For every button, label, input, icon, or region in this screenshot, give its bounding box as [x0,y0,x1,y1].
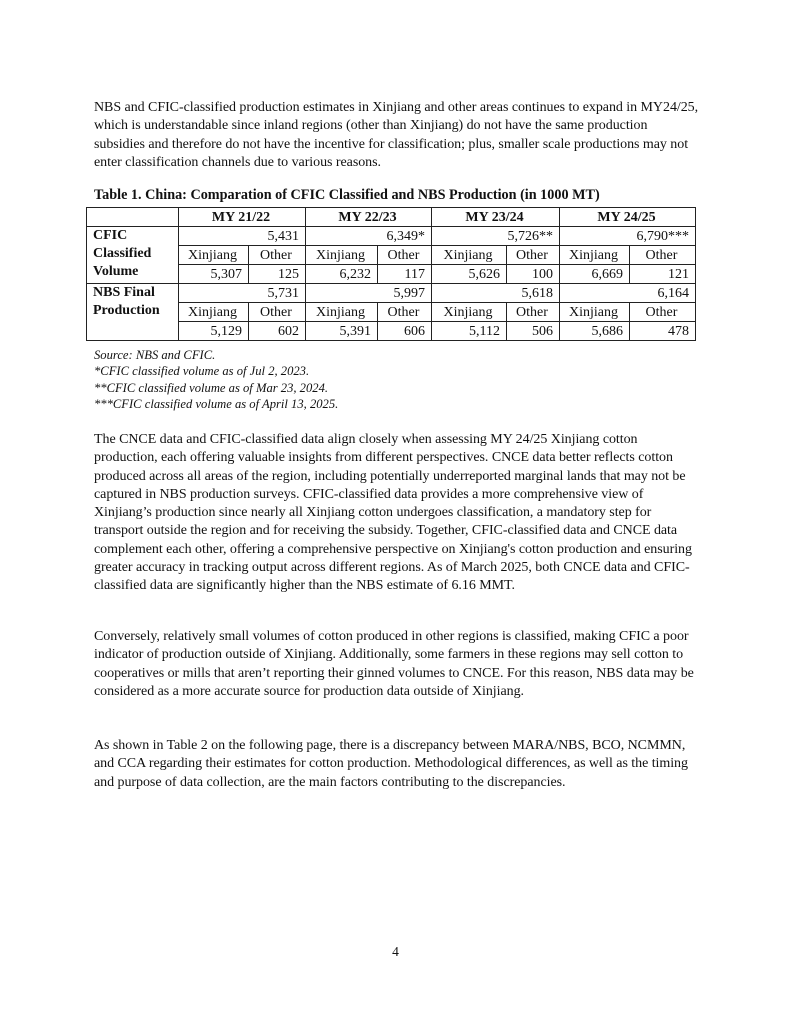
row-label-line: Production [93,303,160,318]
other-label: Other [507,246,560,265]
year-header: MY 21/22 [179,208,306,227]
cfic-sublabel-row [87,246,696,265]
xinjiang-label: Xinjiang [179,303,249,322]
nbs-total-cell: 6,164 [560,284,696,303]
table-header-row [87,208,696,227]
xinjiang-label: Xinjiang [560,303,630,322]
cfic-xinjiang-value: 6,232 [306,265,378,284]
year-header: MY 22/23 [306,208,432,227]
cfic-xinjiang-value: 5,626 [432,265,507,284]
page-number: 4 [392,944,399,959]
nbs-row-label [87,284,179,341]
cfic-total-cell: 5,431 [179,227,306,246]
cfic-other-value: 117 [378,265,432,284]
table-title: Table 1. China: Comparation of CFIC Classified and NBS Production (in 1000 MT) [94,187,600,203]
nbs-total-cell: 5,618 [432,284,560,303]
nbs-xinjiang-value: 5,686 [560,322,630,341]
conversely-paragraph: Conversely, relatively small volumes of cotton produced in other regions is classified, making CFIC a poor indicator of production outside of Xinjiang. Additionally, some farmers in these regions may sell cotton to cooperatives or mills that aren’t reporting their ginned volumes to CNCE. For this reason, NBS data may be considered as a more accurate source for production data outside of Xinjiang. [94,629,694,699]
nbs-sublabel-row [87,303,696,322]
other-label: Other [507,303,560,322]
cfic-xinjiang-value: 6,669 [560,265,630,284]
nbs-xinjiang-value: 5,129 [179,322,249,341]
cfic-xinjiang-value: 5,307 [179,265,249,284]
nbs-other-value: 606 [378,322,432,341]
other-label: Other [249,246,306,265]
cfic-other-value: 121 [630,265,696,284]
footnote: **CFIC classified volume as of Mar 23, 2024. [94,380,329,395]
xinjiang-label: Xinjiang [179,246,249,265]
table-corner-cell [87,208,179,227]
xinjiang-label: Xinjiang [432,246,507,265]
intro-paragraph: NBS and CFIC-classified production estimates in Xinjiang and other areas continues to expand in MY24/25, which is understandable since inland regions (other than Xinjiang) do not have the same production subsidies and therefore do not have the incentive for classification; plus, smaller scale productions may not enter classification channels due to various reasons. [94,100,699,170]
footnote: ***CFIC classified volume as of April 13, 2025. [94,396,339,411]
table2-paragraph: As shown in Table 2 on the following page, there is a discrepancy between MARA/NBS, BCO, NCMMN, and CCA regarding their estimates for cotton production. Methodological differences, as well as the timing and purpose of data collection, are the main factors contributing to the discrepancies. [94,738,688,790]
xinjiang-label: Xinjiang [432,303,507,322]
nbs-total-row [87,284,696,303]
table-notes [94,347,338,412]
cfic-total-row [87,227,696,246]
nbs-other-value: 602 [249,322,306,341]
cfic-total-cell: 5,726** [432,227,560,246]
other-label: Other [630,303,696,322]
row-label-line: NBS Final [93,285,155,300]
source-note: Source: NBS and CFIC. [94,348,216,362]
footnote: *CFIC classified volume as of Jul 2, 2023. [94,364,310,379]
production-table [86,207,696,341]
nbs-xinjiang-value: 5,391 [306,322,378,341]
row-label-line: CFIC [93,228,128,243]
cfic-total-cell: 6,790*** [560,227,696,246]
xinjiang-label: Xinjiang [306,303,378,322]
year-header: MY 24/25 [560,208,696,227]
xinjiang-label: Xinjiang [306,246,378,265]
year-header: MY 23/24 [432,208,560,227]
nbs-total-cell: 5,731 [179,284,306,303]
cnce-paragraph: The CNCE data and CFIC-classified data align closely when assessing MY 24/25 Xinjiang cotton production, each offering valuable insights from different perspectives. CNCE data better reflects cotton produced across all areas of the region, including potentially underreported marginal lands that may not be captured in NBS production surveys. CFIC-classified data provides a more comprehensive view of Xinjiang’s production since nearly all Xinjiang cotton undergoes classification, a mandatory step for transport outside the region and for receiving the subsidy. Together, CFIC-classified data and CNCE data complement each other, offering a comprehensive perspective on Xinjiang's cotton production and ensuring greater accuracy in tracking output across different regions. As of March 2025, both CNCE data and CFIC-classified data are significantly higher than the NBS estimate of 6.16 MMT. [94,432,692,594]
nbs-other-value: 506 [507,322,560,341]
nbs-values-row [87,322,696,341]
cfic-values-row [87,265,696,284]
other-label: Other [630,246,696,265]
nbs-other-value: 478 [630,322,696,341]
row-label-line: Classified [93,246,152,261]
other-label: Other [378,303,432,322]
row-label-line: Volume [93,264,139,279]
nbs-xinjiang-value: 5,112 [432,322,507,341]
cfic-total-cell: 6,349* [306,227,432,246]
xinjiang-label: Xinjiang [560,246,630,265]
nbs-total-cell: 5,997 [306,284,432,303]
other-label: Other [378,246,432,265]
cfic-other-value: 125 [249,265,306,284]
other-label: Other [249,303,306,322]
cfic-other-value: 100 [507,265,560,284]
cfic-row-label [87,227,179,284]
